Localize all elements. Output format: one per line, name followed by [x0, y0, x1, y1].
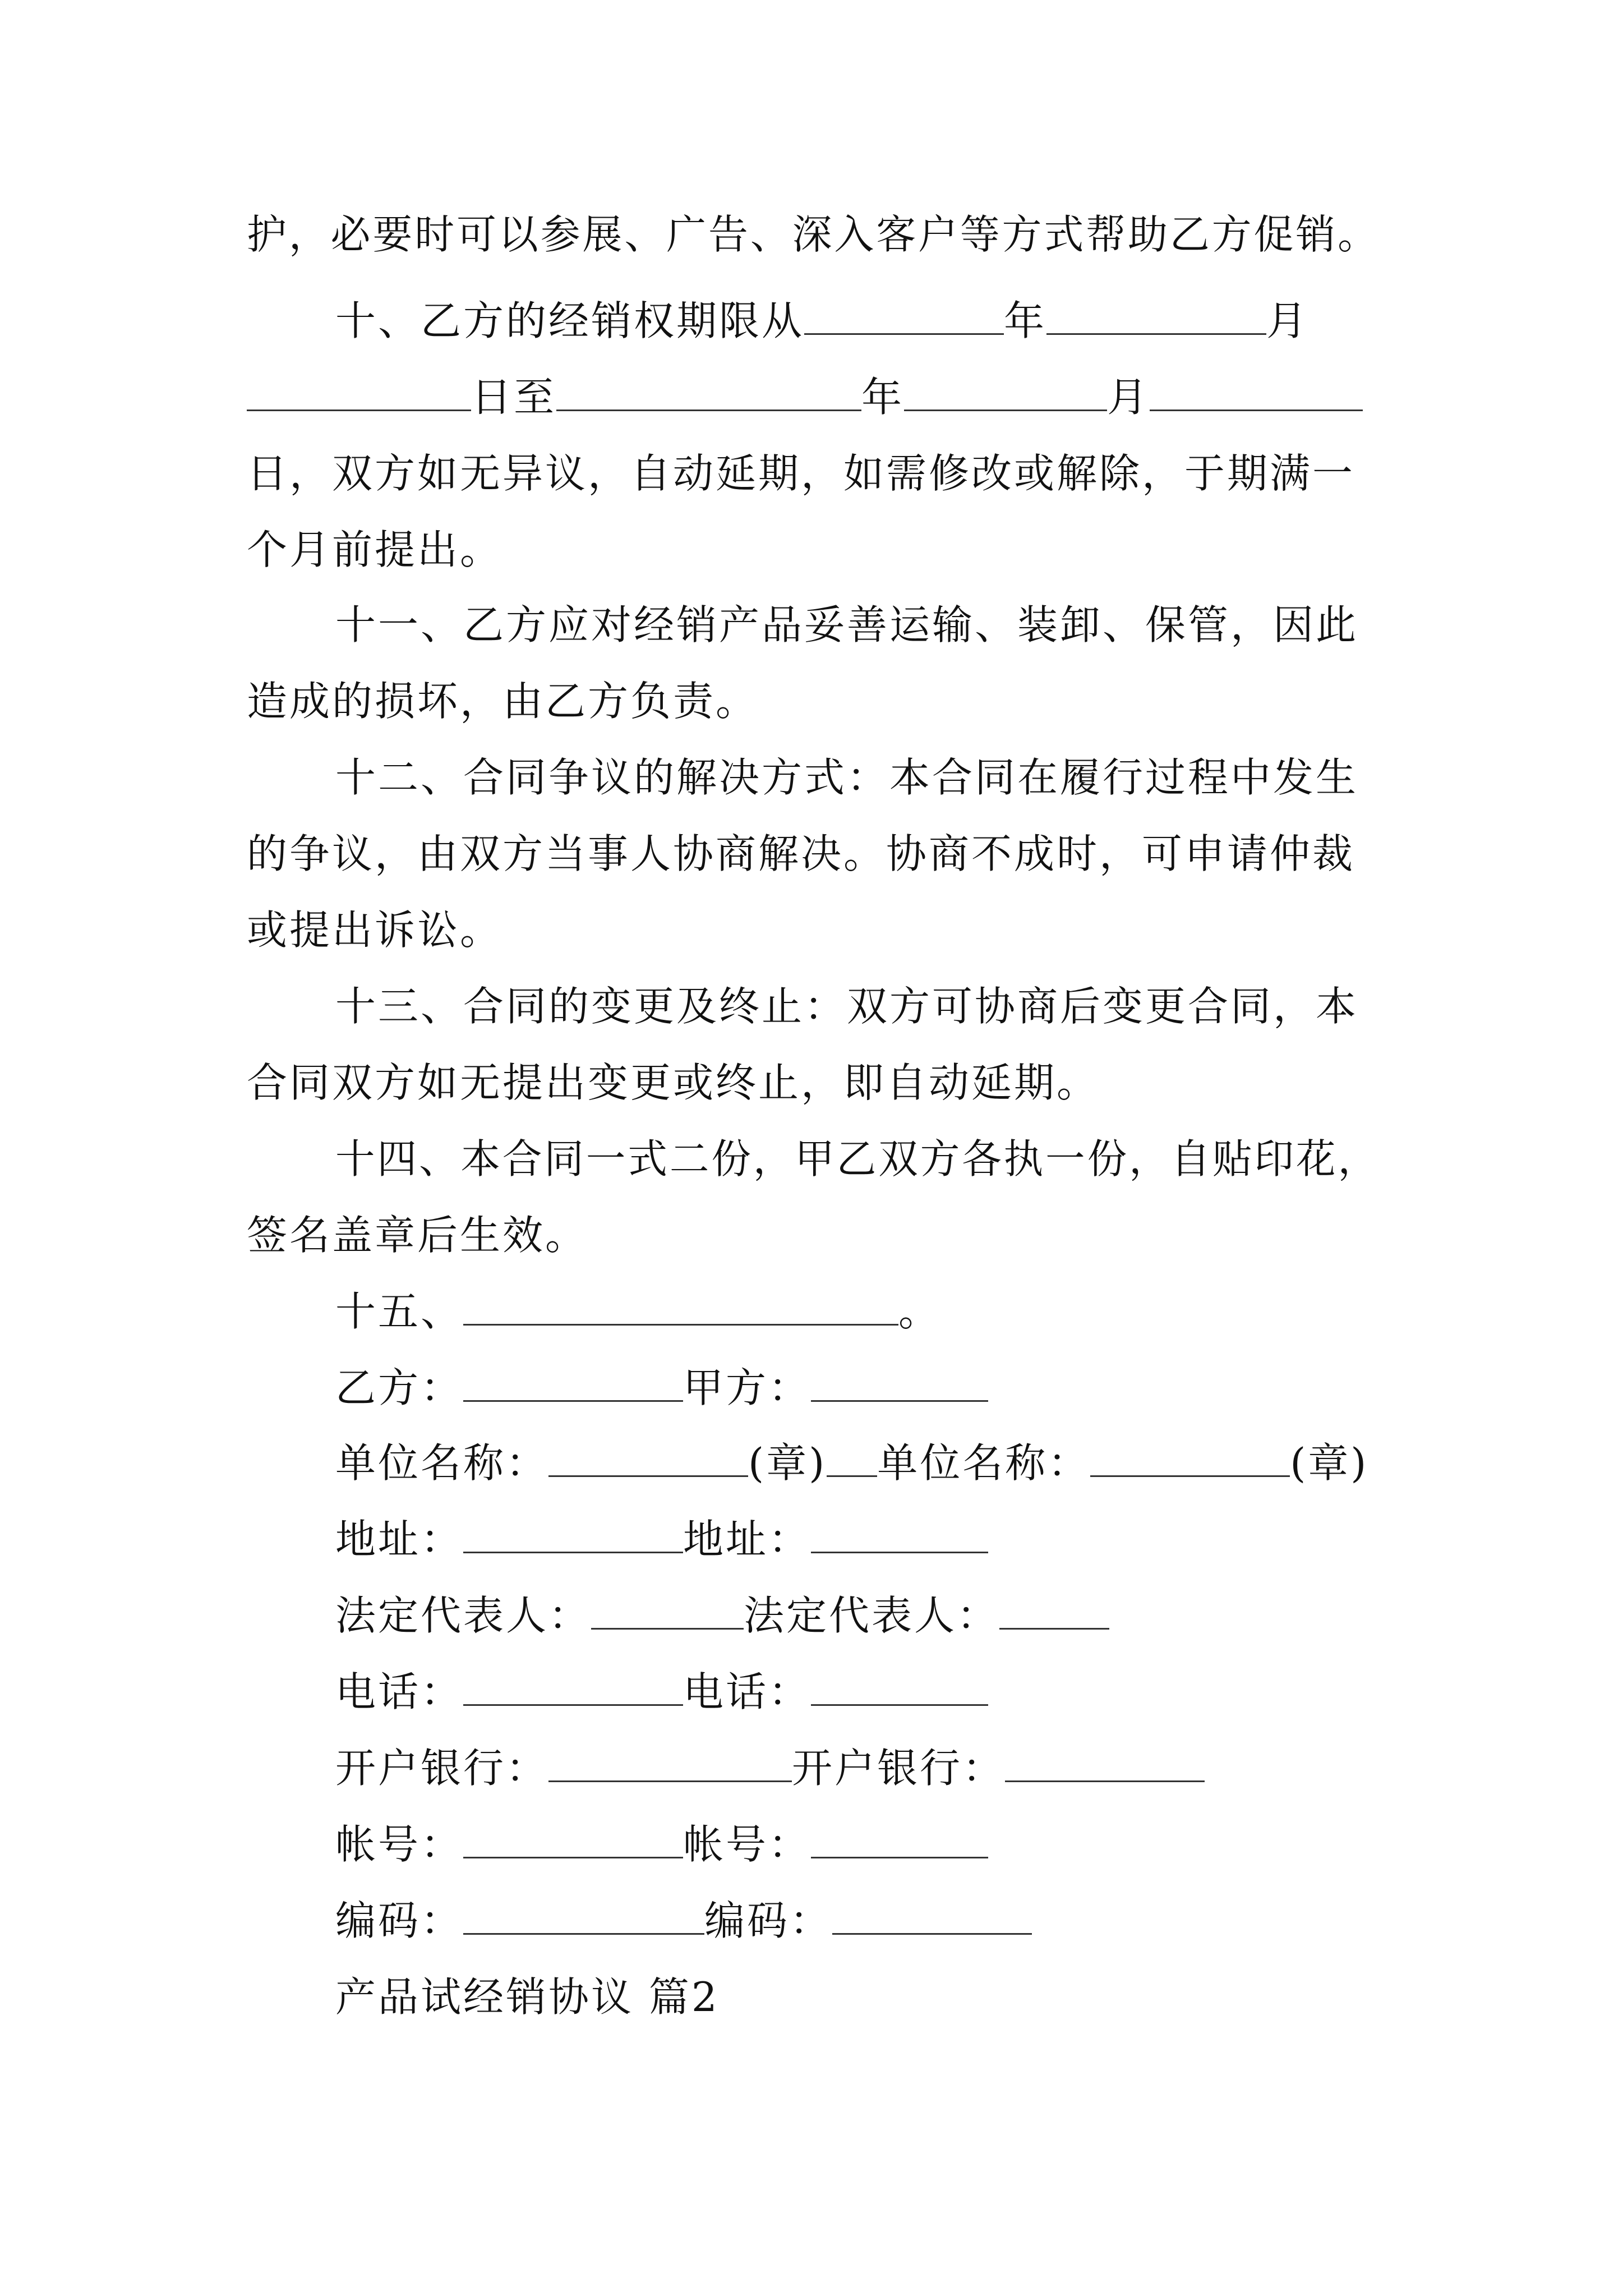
address-b-field[interactable] — [463, 1512, 683, 1553]
paragraph-11-line-2: 造成的损坏，由乙方负责。 — [247, 678, 759, 725]
paragraph-14-line-2: 签名盖章后生效。 — [247, 1212, 588, 1259]
paragraph-12-line-1: 十二、合同争议的解决方式：本合同在履行过程中发生 — [335, 754, 1359, 801]
signature-code-row: 编码： 编码： — [335, 1893, 1032, 1949]
blank-field[interactable] — [904, 370, 1107, 411]
blank-field — [827, 1436, 877, 1477]
next-section-title: 产品试经销协议 篇2 — [335, 1973, 720, 2021]
signature-parties-row: 乙方： 甲方： — [335, 1360, 988, 1416]
bank-a-field[interactable] — [1005, 1741, 1205, 1782]
paragraph-10-line-1: 十、乙方的经销权期限从 年 月 — [335, 293, 1309, 349]
code-b-field[interactable] — [463, 1894, 704, 1935]
signature-account-row: 帐号： 帐号： — [335, 1816, 988, 1872]
blank-field[interactable] — [1150, 370, 1363, 411]
signature-legal-rep-row: 法定代表人： 法定代表人： — [335, 1588, 1109, 1644]
paragraph-14-line-1: 十四、本合同一式二份，甲乙双方各执一份，自贴印花， — [335, 1135, 1380, 1182]
paragraph-12-line-3: 或提出诉讼。 — [247, 907, 503, 954]
paragraph-10-line-3: 日，双方如无异议，自动延期，如需修改或解除，于期满一 — [247, 450, 1355, 497]
paragraph-13-line-2: 合同双方如无提出变更或终止，即自动延期。 — [247, 1059, 1100, 1106]
phone-b-field[interactable] — [463, 1665, 683, 1706]
paragraph-13-line-1: 十三、合同的变更及终止：双方可协商后变更合同，本 — [335, 983, 1359, 1030]
blank-field[interactable] — [247, 370, 471, 411]
bank-b-field[interactable] — [548, 1741, 792, 1782]
paragraph-12-line-2: 的争议，由双方当事人协商解决。协商不成时，可申请仲裁 — [247, 830, 1355, 877]
code-a-field[interactable] — [832, 1894, 1032, 1935]
signature-bank-row: 开户银行： 开户银行： — [335, 1740, 1205, 1796]
blank-field[interactable] — [804, 294, 1004, 335]
legal-rep-a-field[interactable] — [999, 1589, 1109, 1630]
blank-field[interactable] — [1046, 294, 1266, 335]
account-a-field[interactable] — [811, 1818, 988, 1858]
paragraph-15: 十五、 。 — [335, 1283, 941, 1340]
signature-unit-name-row: 单位名称： (章) 单位名称： (章) — [335, 1435, 1368, 1491]
blank-field[interactable] — [556, 370, 861, 411]
paragraph-10-line-2: 日至 年 月 — [247, 369, 1363, 425]
party-b-field[interactable] — [463, 1361, 683, 1402]
paragraph-10-line-4: 个月前提出。 — [247, 526, 503, 573]
account-b-field[interactable] — [463, 1818, 683, 1858]
unit-name-b-field[interactable] — [548, 1436, 748, 1477]
unit-name-a-field[interactable] — [1090, 1436, 1290, 1477]
address-a-field[interactable] — [811, 1512, 988, 1553]
party-a-field[interactable] — [811, 1361, 988, 1402]
signature-address-row: 地址： 地址： — [335, 1511, 988, 1567]
paragraph-9-tail: 护，必要时可以参展、广告、深入客户等方式帮助乙方促销。 — [247, 211, 1380, 258]
phone-a-field[interactable] — [811, 1665, 988, 1706]
legal-rep-b-field[interactable] — [591, 1589, 744, 1630]
signature-phone-row: 电话： 电话： — [335, 1664, 988, 1720]
paragraph-11-line-1: 十一、乙方应对经销产品妥善运输、装卸、保管，因此 — [335, 601, 1359, 648]
blank-field[interactable] — [463, 1285, 898, 1326]
